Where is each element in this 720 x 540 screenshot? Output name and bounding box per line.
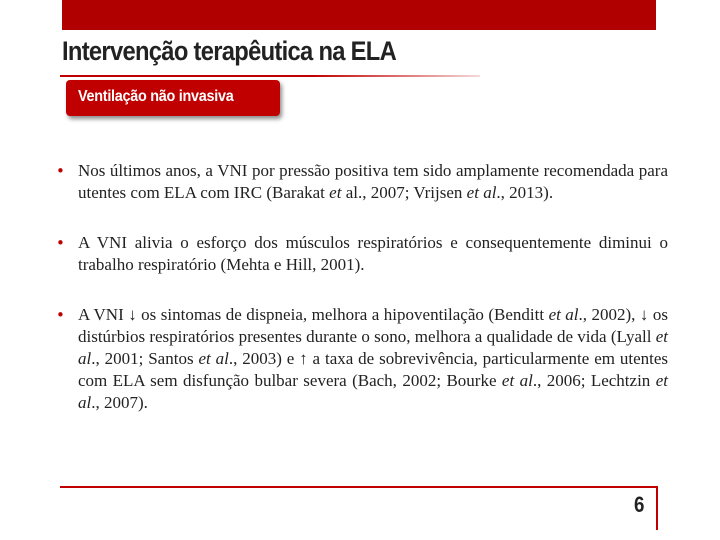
bullet-item [56, 304, 668, 414]
bullet-dot-icon: • [56, 234, 65, 252]
footer-side-rule [656, 486, 658, 530]
bullet-text-run: A VNI ↓ os sintomas de dispneia, melhora a hipoventilação (Benditt [78, 305, 549, 324]
bullet-text-run: ., 2002), ↓ os distúrbios respiratórios presentes durante o sono, melhora a qualidade de vida (Lyall [78, 305, 669, 346]
page-number: 6 [634, 492, 645, 517]
slide-title: Intervenção terapêutica na ELA [62, 36, 397, 66]
citation-italic-text: et al [78, 371, 668, 412]
slide-subtitle: Ventilação não invasiva [78, 88, 234, 105]
bullet-text-run: ., 2013). [496, 183, 554, 202]
bullet-text [78, 233, 668, 274]
bullet-text-run: A VNI alivia o esforço dos músculos respiratórios e consequentemente diminui o trabalho respiratório (Mehta e Hill, 2001). [78, 233, 668, 274]
citation-italic-text: et al [548, 305, 579, 324]
bullet-dot-icon: • [56, 162, 65, 180]
bullet-text-run: ., 2001; Santos [91, 349, 199, 368]
bullet-item [56, 160, 668, 204]
bullet-text [78, 161, 668, 202]
bullet-text-run: al., 2007; Vrijsen [341, 183, 467, 202]
citation-italic-text: et [329, 183, 342, 202]
bullet-text-run: ., 2003) e ↑ a taxa de sobrevivência, particularmente em utentes com ELA sem disfunção bulbar severa (Bach, 2002; Bourke [78, 349, 668, 390]
title-underline [60, 75, 480, 77]
citation-italic-text: et al [501, 371, 533, 390]
bullet-item [56, 232, 668, 276]
citation-italic-text: et al [466, 183, 497, 202]
subtitle-banner [66, 80, 280, 116]
bullet-text-run: Nos últimos anos, a VNI por pressão positiva tem sido amplamente recomendada para utentes com ELA com IRC (Barakat [78, 161, 668, 202]
top-accent-bar [62, 0, 656, 30]
citation-italic-text: et al [198, 349, 229, 368]
citation-italic-text: et al [78, 327, 668, 368]
bullet-text [78, 305, 668, 412]
footer-rule [60, 486, 656, 488]
bullet-list [56, 160, 668, 442]
bullet-text-run: ., 2007). [91, 393, 148, 412]
bullet-dot-icon: • [56, 306, 65, 324]
bullet-text-run: ., 2006; Lechtzin [532, 371, 656, 390]
